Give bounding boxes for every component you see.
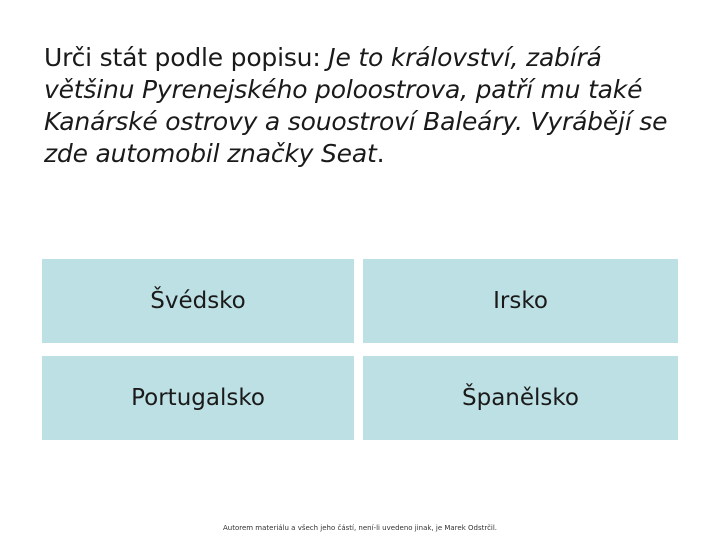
answer-option-portugalsko[interactable]: Portugalsko	[42, 356, 354, 440]
question-period: .	[376, 139, 385, 168]
answer-grid	[42, 259, 678, 441]
question-description: Je to království, zabírá většinu Pyrenejského poloostrova, patří mu také Kanárské ostrovy a souostroví Baleáry. Vyrábějí se zde automobil značky Seat	[44, 43, 668, 168]
answer-option-irsko[interactable]: Irsko	[363, 259, 678, 343]
answer-option-svedsko[interactable]: Švédsko	[42, 259, 354, 343]
question-prefix: Urči stát podle popisu:	[44, 43, 329, 72]
author-footer: Autorem materiálu a všech jeho částí, není-li uvedeno jinak, je Marek Odstrčil.	[222, 524, 498, 532]
question-text	[44, 42, 694, 170]
answer-option-spanelsko[interactable]: Španělsko	[363, 356, 678, 440]
